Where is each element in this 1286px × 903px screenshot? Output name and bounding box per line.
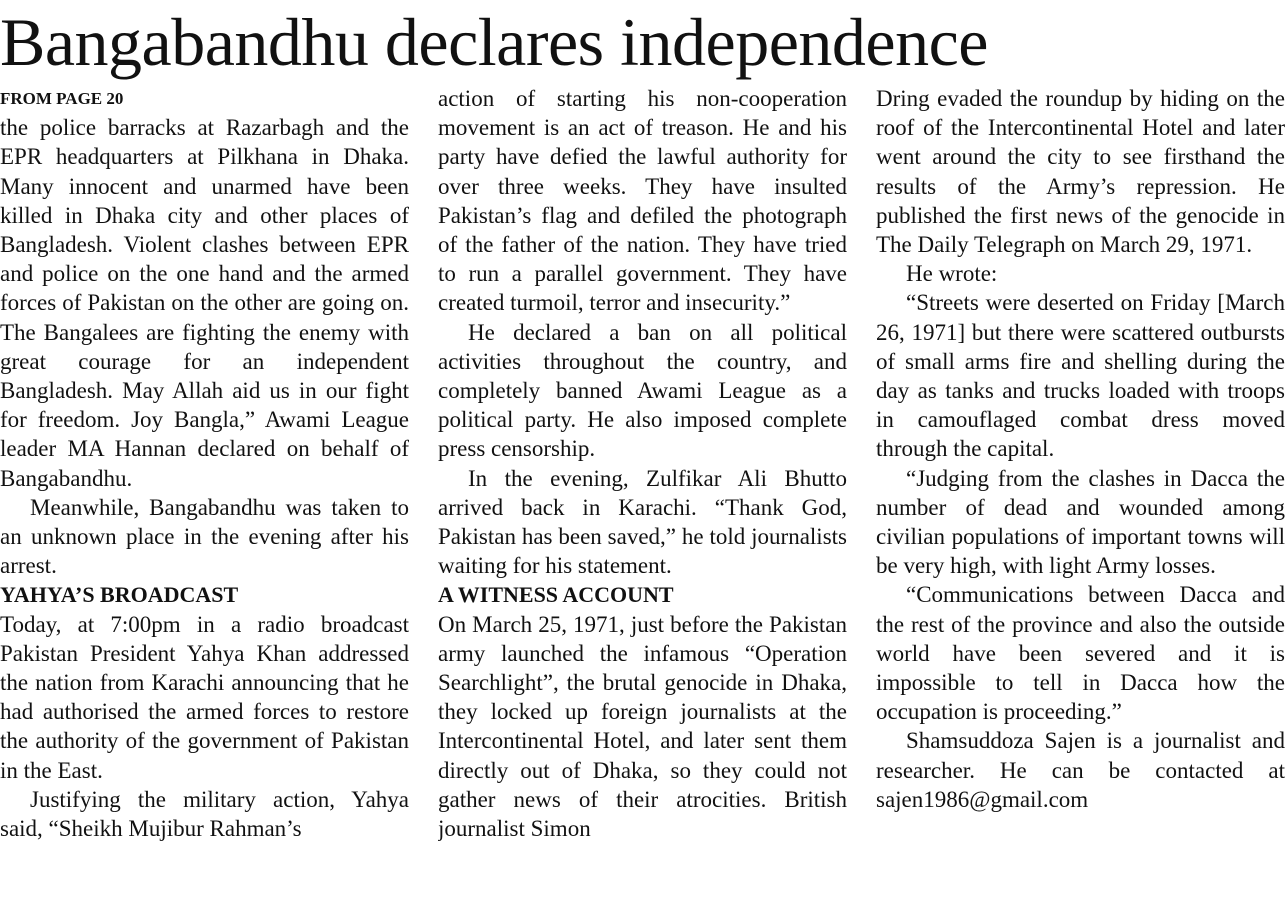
- article-column-2: [438, 84, 847, 903]
- paragraph: “Communications between Dacca and the rest of the province and also the outside world have been severed and it is impossible to tell in Dacca how the occupation is proceeding.”: [876, 582, 1285, 725]
- paragraph: “Judging from the clashes in Dacca the number of dead and wounded among civilian populations of important towns will be very high, with light Army losses.: [876, 465, 1285, 579]
- paragraph: He declared a ban on all political activities throughout the country, and completely banned Awami League as a political party. He also imposed complete press censorship.: [438, 319, 847, 462]
- paragraph: On March 25, 1971, just before the Pakistan army launched the infamous “Operation Searchlight”, the brutal genocide in Dhaka, they locked up foreign journalists at the Intercontinental Hotel, and later sent them directly out of Dhaka, so they could not gather news of their atrocities. British journalist Simon: [438, 611, 847, 842]
- subhead-yahyas-broadcast: YAHYA’S BROADCAST: [0, 582, 239, 608]
- paragraph: “Streets were deserted on Friday [March 26, 1971] but there were scattered outbursts of small arms fire and shelling during the day as tanks and trucks loaded with troops in camouflaged combat dress moved through the capital.: [876, 290, 1285, 462]
- paragraph: Today, at 7:00pm in a radio broadcast Pakistan President Yahya Khan addressed the nation from Karachi announcing that he had authorised the armed forces to restore the authority of the government of Pakistan in the East.: [0, 611, 409, 783]
- paragraph: action of starting his non-cooperation movement is an act of treason. He and his party have defied the lawful authority for over three weeks. They have insulted Pakistan’s flag and defiled the photograph of the father of the nation. They have tried to run a parallel government. They have created turmoil, terror and insecurity.”: [438, 86, 847, 316]
- paragraph: He wrote:: [906, 261, 998, 287]
- paragraph: Justifying the military action, Yahya said, “Sheikh Mujibur Rahman’s: [0, 786, 409, 842]
- article-column-3: [876, 84, 1285, 903]
- paragraph: the police barracks at Razarbagh and the EPR headquarters at Pilkhana in Dhaka. Many innocent and unarmed have been killed in Dhaka city and other places of Bangladesh. Violent clashes between EPR and police on the one hand and the armed forces of Pakistan on the other are going on. The Bangalees are fighting the enemy with great courage for an independent Bangladesh. May Allah aid us in our fight for freedom. Joy Bangla,” Awami League leader MA Hannan declared on behalf of Bangabandhu.: [0, 115, 409, 491]
- headline: Bangabandhu declares independence: [0, 4, 988, 80]
- paragraph: Meanwhile, Bangabandhu was taken to an unknown place in the evening after his arrest.: [0, 494, 409, 579]
- jump-line: FROM PAGE 20: [0, 89, 124, 108]
- article-column-1: [0, 84, 409, 903]
- paragraph: In the evening, Zulfikar Ali Bhutto arrived back in Karachi. “Thank God, Pakistan has been saved,” he told journalists waiting for his statement.: [438, 465, 847, 579]
- paragraph: Dring evaded the roundup by hiding on the roof of the Intercontinental Hotel and later went around the city to see firsthand the results of the Army’s repression. He published the first news of the genocide in The Daily Telegraph on March 29, 1971.: [876, 86, 1285, 258]
- author-bio: Shamsuddoza Sajen is a journalist and researcher. He can be contacted at sajen1986@gmail.com: [876, 728, 1285, 812]
- subhead-a-witness-account: A WITNESS ACCOUNT: [438, 582, 674, 608]
